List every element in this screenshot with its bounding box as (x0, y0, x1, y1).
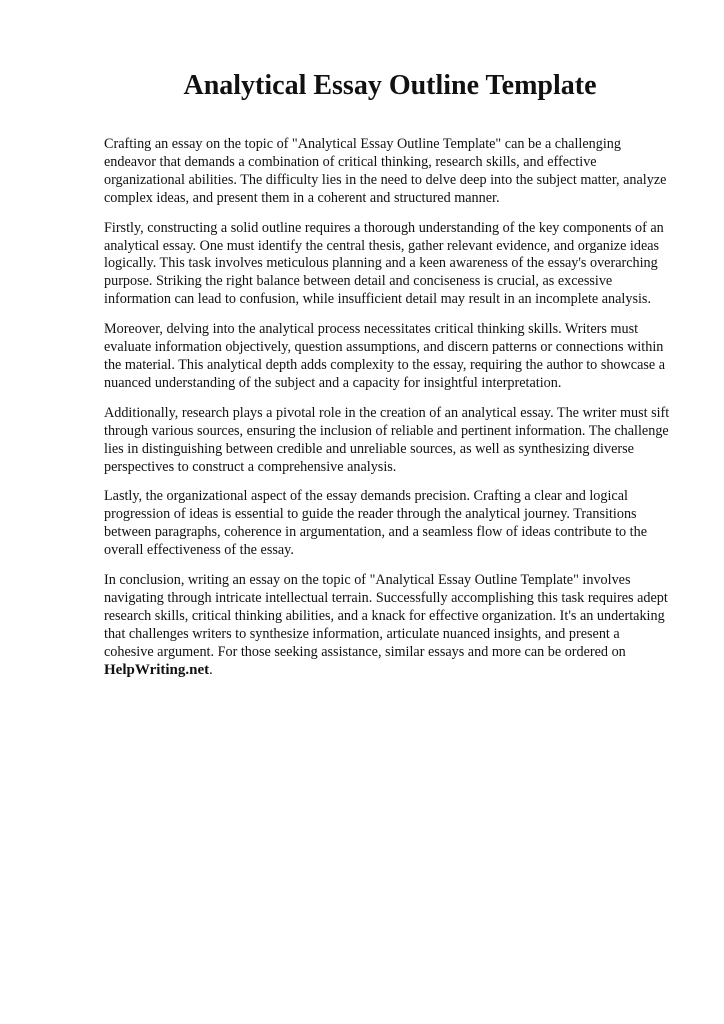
paragraph-3: Moreover, delving into the analytical process necessitates critical thinking skills. Writers must evaluate information objectively, question assumptions, and discern patterns or connections within the material. This analytical depth adds complexity to the essay, requiring the author to showcase a nuanced understanding of the subject and a capacity for insightful interpretation. (104, 321, 666, 391)
paragraph-6-end: . (209, 661, 213, 678)
paragraph-6-text: In conclusion, writing an essay on the topic of "Analytical Essay Outline Template" involves navigating through intricate intellectual terrain. Successfully accomplishing this task requires adept research skills, critical thinking abilities, and a knack for effective organization. It's an undertaking that challenges writers to synthesize information, articulate nuanced insights, and present a cohesive argument. For those seeking assistance, similar essays and more can be ordered on (104, 572, 668, 660)
paragraph-1: Crafting an essay on the topic of "Analytical Essay Outline Template" can be a challenging endeavor that demands a combination of critical thinking, research skills, and effective organizational abilities. The difficulty lies in the need to delve deep into the subject matter, analyze complex ideas, and present them in a coherent and structured manner. (104, 136, 667, 206)
page-title: Analytical Essay Outline Template (183, 70, 597, 101)
paragraph-5: Lastly, the organizational aspect of the essay demands precision. Crafting a clear and logical progression of ideas is essential to guide the reader through the analytical journey. Transitions between paragraphs, coherence in argumentation, and a seamless flow of ideas contribute to the overall effectiveness of the essay. (104, 488, 647, 559)
paragraph-6 (104, 572, 670, 679)
paragraph-2: Firstly, constructing a solid outline requires a thorough understanding of the key components of an analytical essay. One must identify the central thesis, gather relevant evidence, and organize ideas logically. This task involves meticulous planning and a keen awareness of the essay's overarching purpose. Striking the right balance between detail and conciseness is crucial, as excessive information can lead to confusion, while insufficient detail may result in an incomplete analysis. (104, 219, 664, 308)
helpwriting-link[interactable]: HelpWriting.net (104, 661, 210, 678)
essay-body (104, 136, 670, 691)
paragraph-4: Additionally, research plays a pivotal role in the creation of an analytical essay. The writer must sift through various sources, ensuring the inclusion of reliable and pertinent information. The challenge lies in distinguishing between credible and unreliable sources, as well as synthesizing diverse perspectives to construct a comprehensive analysis. (104, 404, 670, 475)
